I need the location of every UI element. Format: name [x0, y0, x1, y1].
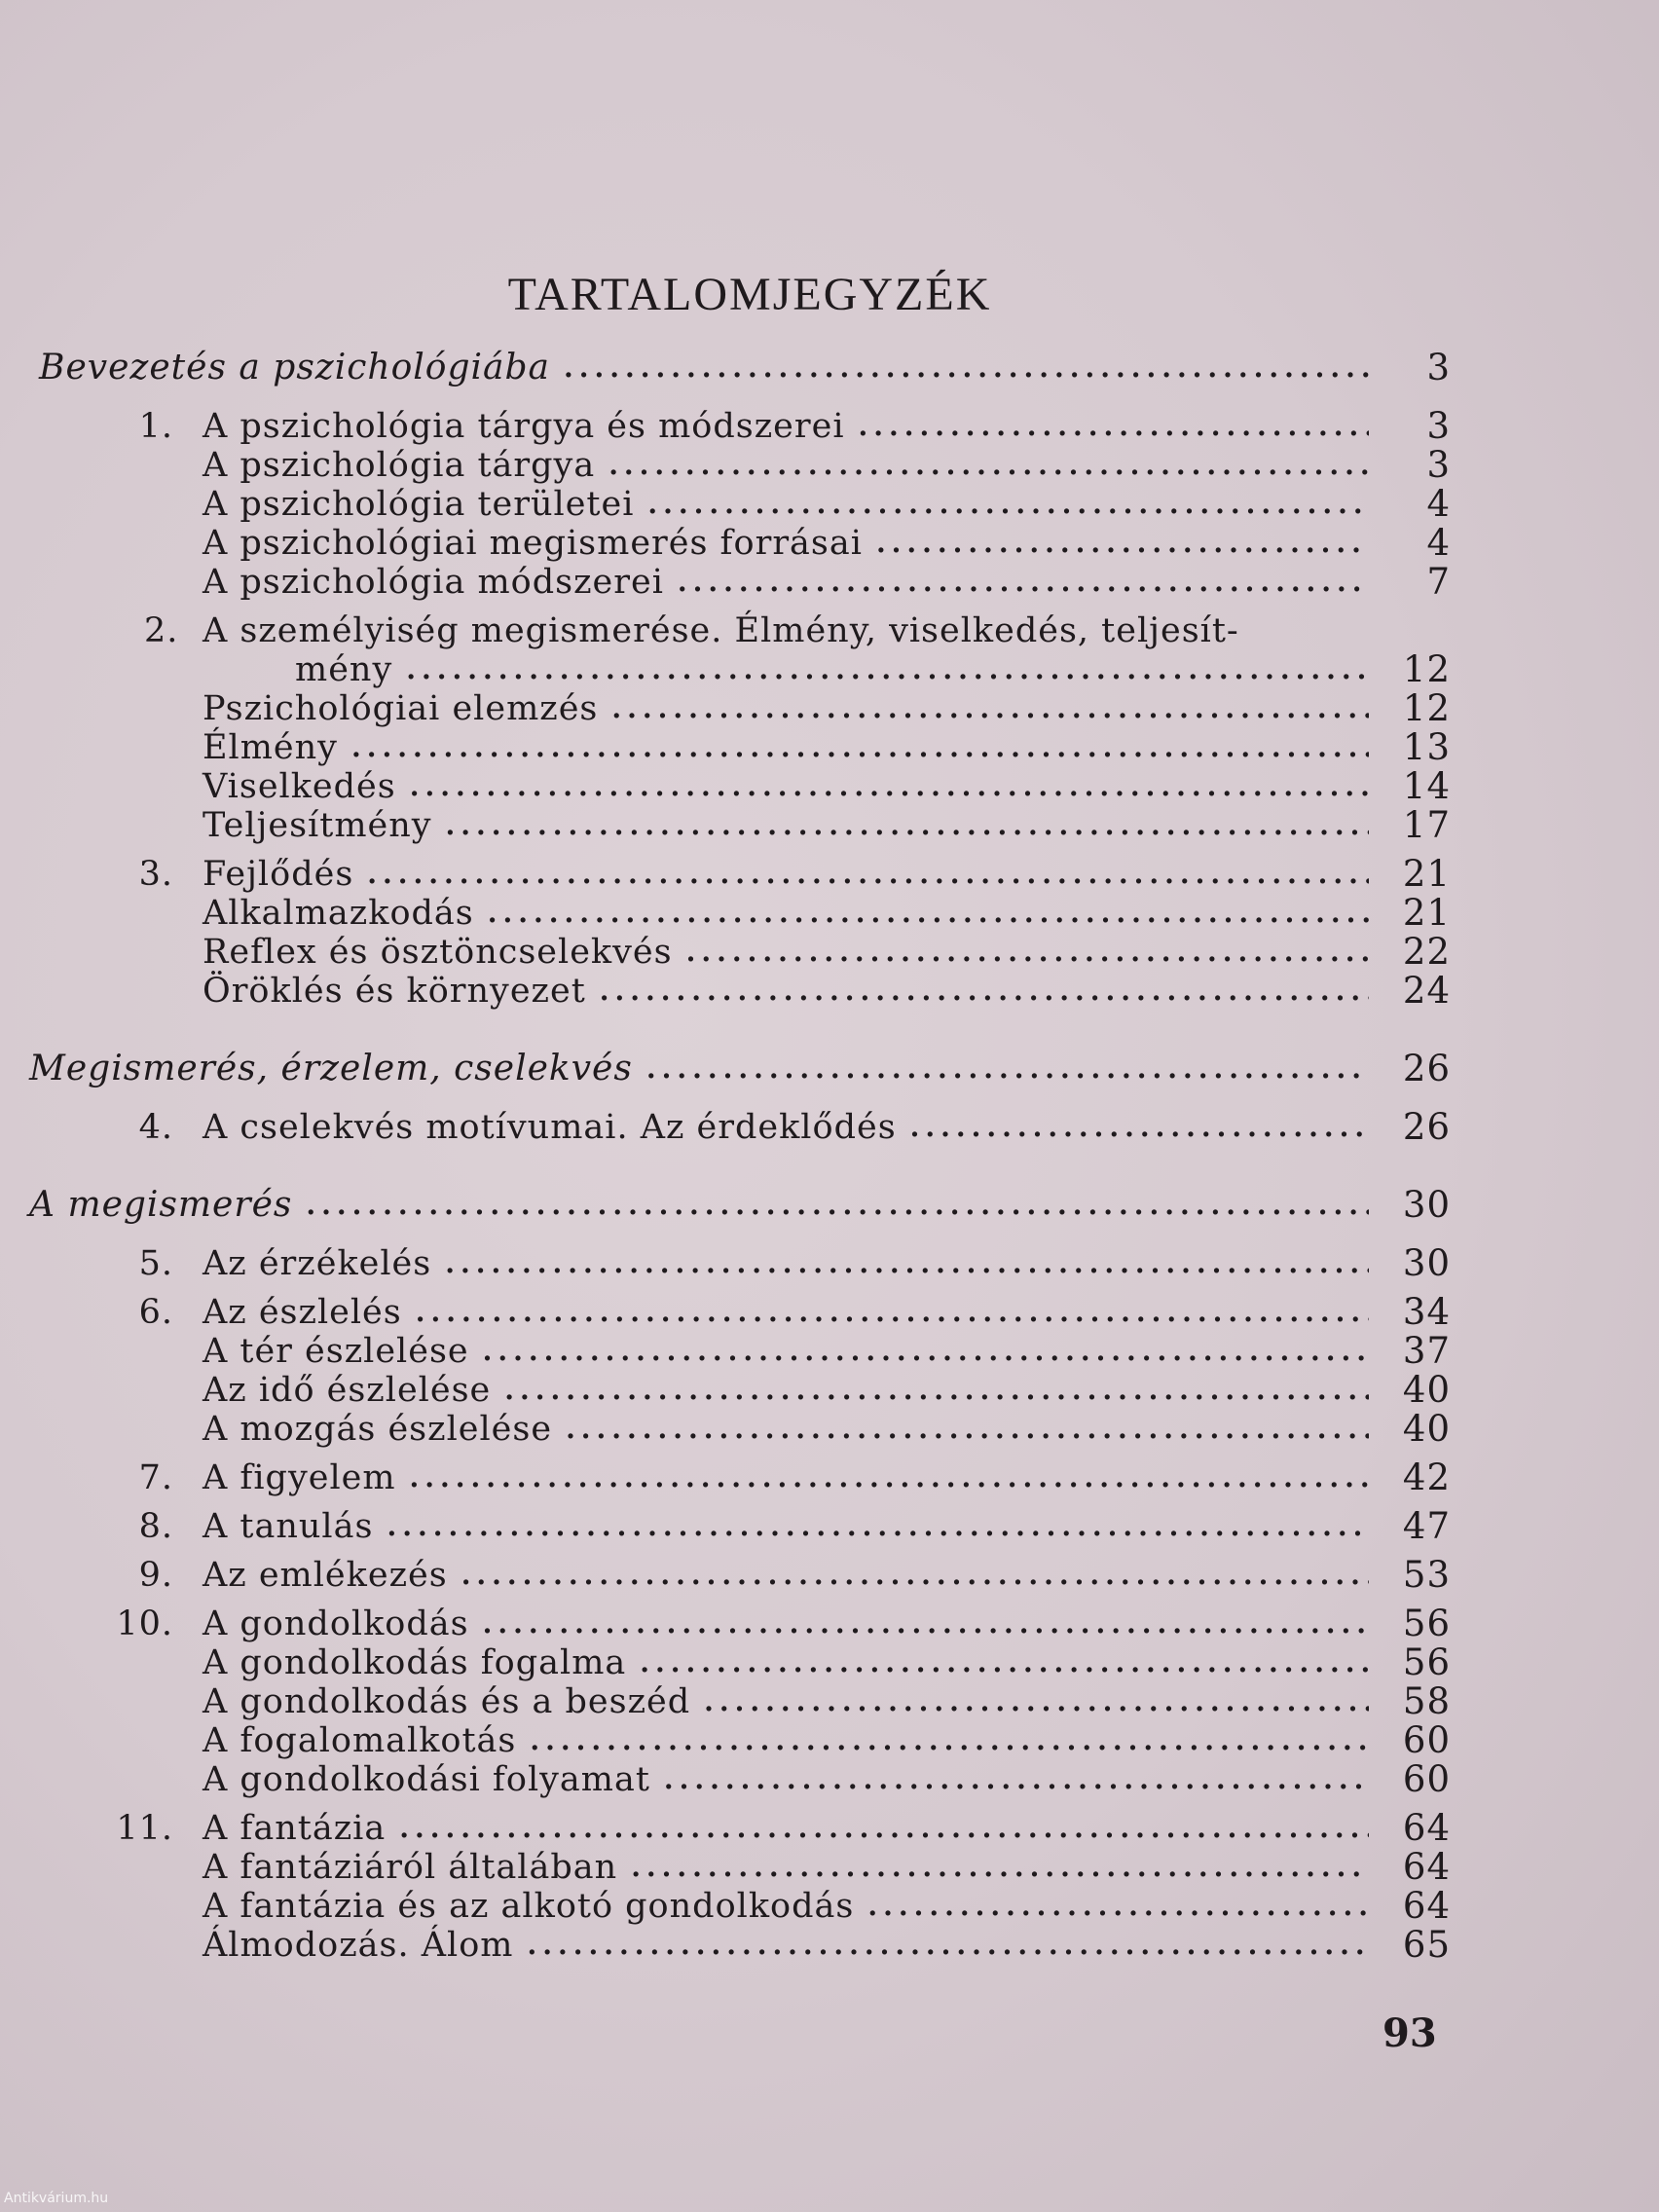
- chapter-number: 2.: [144, 611, 179, 650]
- toc-subentry: [203, 485, 1451, 524]
- chapter-number: 8.: [138, 1507, 173, 1546]
- dot-leader: [704, 1688, 1369, 1715]
- dot-leader: [876, 530, 1369, 557]
- entry-title: A cselekvés motívumai. Az érdeklődés: [203, 1108, 897, 1147]
- entry-title: A gondolkodás fogalma: [203, 1643, 627, 1682]
- entry-page-number: 21: [1402, 892, 1451, 934]
- entry-page-number: 56: [1402, 1603, 1451, 1644]
- toc-subentry: [203, 972, 1451, 1011]
- entry-page-number: 7: [1426, 561, 1451, 603]
- entry-title: A tanulás: [203, 1507, 374, 1546]
- entry-title: A fantázia és az alkotó gondolkodás: [203, 1887, 855, 1926]
- entry-page-number: 12: [1402, 687, 1451, 729]
- dot-leader: [367, 861, 1369, 888]
- entry-page-number: 60: [1402, 1719, 1451, 1761]
- entry-page-number: 4: [1426, 483, 1451, 525]
- toc-subentry: [203, 1643, 1451, 1682]
- dot-leader: [859, 413, 1369, 440]
- dot-leader: [351, 734, 1369, 761]
- dot-leader: [647, 491, 1369, 518]
- entry-page-number: 13: [1402, 726, 1451, 768]
- entry-page-number: 4: [1426, 522, 1451, 564]
- entry-page-number: 26: [1402, 1106, 1451, 1148]
- dot-leader: [611, 695, 1369, 722]
- toc-chapter: [203, 650, 1451, 689]
- entry-title: Fejlődés: [203, 855, 354, 894]
- toc-subentry: [203, 933, 1451, 972]
- dot-leader: [387, 1513, 1369, 1540]
- dot-leader: [483, 1338, 1369, 1365]
- entry-title: Bevezetés a pszichológiába: [39, 348, 551, 387]
- entry-page-number: 37: [1402, 1330, 1451, 1372]
- entry-title: Teljesítmény: [203, 806, 432, 845]
- entry-page-number: 3: [1426, 444, 1451, 486]
- entry-title: A pszichológia tárgya: [203, 446, 596, 485]
- toc-chapter: [138, 1456, 1451, 1498]
- dot-leader: [686, 939, 1369, 966]
- entry-title: A pszichológia területei: [203, 485, 635, 524]
- entry-title: Viselkedés: [203, 767, 396, 806]
- entry-page-number: 22: [1402, 931, 1451, 973]
- entry-page-number: 30: [1402, 1184, 1451, 1226]
- dot-leader: [564, 354, 1369, 382]
- toc-chapter: [138, 1554, 1451, 1596]
- dot-leader: [416, 1299, 1369, 1326]
- entry-title: Élmény: [203, 728, 338, 767]
- dot-leader: [527, 1932, 1369, 1959]
- entry-title: A gondolkodás és a beszéd: [203, 1682, 691, 1721]
- entry-title: A mozgás észlelése: [203, 1410, 553, 1449]
- entry-page-number: 3: [1426, 405, 1451, 447]
- entry-page-number: 24: [1402, 970, 1451, 1012]
- dot-leader: [910, 1114, 1369, 1141]
- entry-page-number: 14: [1402, 765, 1451, 807]
- entry-title: A figyelem: [203, 1458, 396, 1497]
- dot-leader: [867, 1893, 1369, 1920]
- toc-subentry: [203, 563, 1451, 602]
- chapter-number: 3.: [138, 855, 173, 894]
- entry-title: mény: [295, 650, 393, 689]
- toc-subentry: [203, 1760, 1451, 1799]
- dot-leader: [631, 1854, 1369, 1881]
- entry-title: Alkalmazkodás: [203, 894, 474, 933]
- entry-title: A megismerés: [29, 1185, 293, 1225]
- toc-chapter: [116, 1603, 1451, 1644]
- toc-section: [29, 1186, 1451, 1225]
- entry-page-number: 58: [1402, 1680, 1451, 1722]
- entry-page-number: 26: [1402, 1048, 1451, 1089]
- dot-leader: [608, 452, 1369, 479]
- entry-page-number: 17: [1402, 804, 1451, 846]
- toc-subentry: [203, 1926, 1451, 1965]
- dot-leader: [446, 812, 1369, 839]
- toc-section: [39, 349, 1451, 387]
- entry-page-number: 64: [1402, 1807, 1451, 1849]
- dot-leader: [664, 1766, 1369, 1793]
- toc-chapter: [138, 1505, 1451, 1547]
- entry-page-number: 56: [1402, 1641, 1451, 1683]
- toc-subentry: [203, 1371, 1451, 1410]
- entry-title: A tér észlelése: [203, 1332, 469, 1371]
- toc-subentry: [203, 1887, 1451, 1926]
- toc-subentry: [203, 446, 1451, 485]
- entry-page-number: 64: [1402, 1885, 1451, 1927]
- entry-page-number: 3: [1426, 347, 1451, 388]
- toc-subentry: [203, 1682, 1451, 1721]
- toc-subentry: [203, 1410, 1451, 1449]
- dot-leader: [399, 1815, 1369, 1842]
- toc-subentry: [203, 728, 1451, 767]
- chapter-number: 4.: [138, 1108, 173, 1147]
- entry-title: Az idő észlelése: [203, 1371, 492, 1410]
- entry-title: A pszichológiai megismerés forrásai: [203, 524, 863, 563]
- dot-leader: [461, 1562, 1369, 1589]
- toc-subentry: [203, 1332, 1451, 1371]
- entry-title: Reflex és ösztöncselekvés: [203, 933, 673, 972]
- entry-title: Megismerés, érzelem, cselekvés: [29, 1049, 633, 1088]
- entry-page-number: 60: [1402, 1758, 1451, 1800]
- toc-subentry: [203, 894, 1451, 933]
- toc-chapter: [138, 405, 1451, 447]
- entry-page-number: 53: [1402, 1554, 1451, 1596]
- toc-subentry: [203, 767, 1451, 806]
- entry-title: A fantáziáról általában: [203, 1848, 618, 1887]
- dot-leader: [410, 1464, 1369, 1492]
- dot-leader: [410, 773, 1369, 800]
- chapter-number: 10.: [116, 1604, 173, 1643]
- toc-subentry: [203, 1721, 1451, 1760]
- entry-page-number: 12: [1402, 648, 1451, 690]
- entry-title: A gondolkodási folyamat: [203, 1760, 650, 1799]
- entry-title: Pszichológiai elemzés: [203, 689, 599, 728]
- dot-leader: [646, 1055, 1369, 1083]
- page-number: 93: [1382, 2010, 1437, 2056]
- toc-chapter: [138, 1106, 1451, 1148]
- entry-title: A pszichológia módszerei: [203, 563, 664, 602]
- entry-title: A pszichológia tárgya és módszerei: [203, 407, 845, 446]
- chapter-number: 5.: [138, 1244, 173, 1283]
- dot-leader: [678, 569, 1369, 596]
- toc-subentry: [203, 806, 1451, 845]
- page-title: TARTALOMJEGYZÉK: [507, 269, 992, 321]
- toc-chapter: [116, 1807, 1451, 1849]
- chapter-number: 9.: [138, 1556, 173, 1595]
- dot-leader: [483, 1610, 1369, 1638]
- dot-leader: [600, 977, 1369, 1005]
- entry-page-number: 34: [1402, 1291, 1451, 1333]
- entry-title: Az észlelés: [203, 1293, 402, 1332]
- chapter-number: 7.: [138, 1458, 173, 1497]
- entry-page-number: 65: [1402, 1924, 1451, 1966]
- toc-section: [29, 1050, 1451, 1088]
- dot-leader: [306, 1192, 1369, 1219]
- entry-page-number: 21: [1402, 853, 1451, 895]
- chapter-number: 11.: [116, 1809, 173, 1848]
- entry-title: Öröklés és környezet: [203, 972, 586, 1011]
- chapter-number: 1.: [138, 407, 173, 446]
- dot-leader: [566, 1416, 1369, 1443]
- entry-title-first-line: A személyiség megismerése. Élmény, viselkedés, teljesít-: [203, 611, 1239, 650]
- dot-leader: [504, 1377, 1369, 1404]
- entry-page-number: 40: [1402, 1369, 1451, 1411]
- toc-subentry: [203, 689, 1451, 728]
- watermark: Antikvárium.hu: [4, 2191, 109, 2206]
- entry-page-number: 40: [1402, 1408, 1451, 1450]
- dot-leader: [488, 900, 1369, 927]
- entry-page-number: 42: [1402, 1456, 1451, 1498]
- toc-subentry: [203, 524, 1451, 563]
- entry-page-number: 30: [1402, 1242, 1451, 1284]
- entry-page-number: 47: [1402, 1505, 1451, 1547]
- entry-title: A fogalomalkotás: [203, 1721, 517, 1760]
- toc-chapter: [138, 1291, 1451, 1333]
- dot-leader: [530, 1727, 1369, 1754]
- dot-leader: [406, 656, 1369, 683]
- entry-title: Álmodozás. Álom: [203, 1926, 514, 1965]
- entry-page-number: 64: [1402, 1846, 1451, 1888]
- toc-chapter: [138, 853, 1451, 895]
- entry-title: A gondolkodás: [203, 1604, 469, 1643]
- dot-leader: [445, 1250, 1369, 1277]
- entry-title: A fantázia: [203, 1809, 387, 1848]
- toc-subentry: [203, 1848, 1451, 1887]
- chapter-number: 6.: [138, 1293, 173, 1332]
- entry-title: Az érzékelés: [203, 1244, 432, 1283]
- dot-leader: [640, 1649, 1369, 1677]
- toc-chapter: [138, 1242, 1451, 1284]
- entry-title: Az emlékezés: [203, 1556, 448, 1595]
